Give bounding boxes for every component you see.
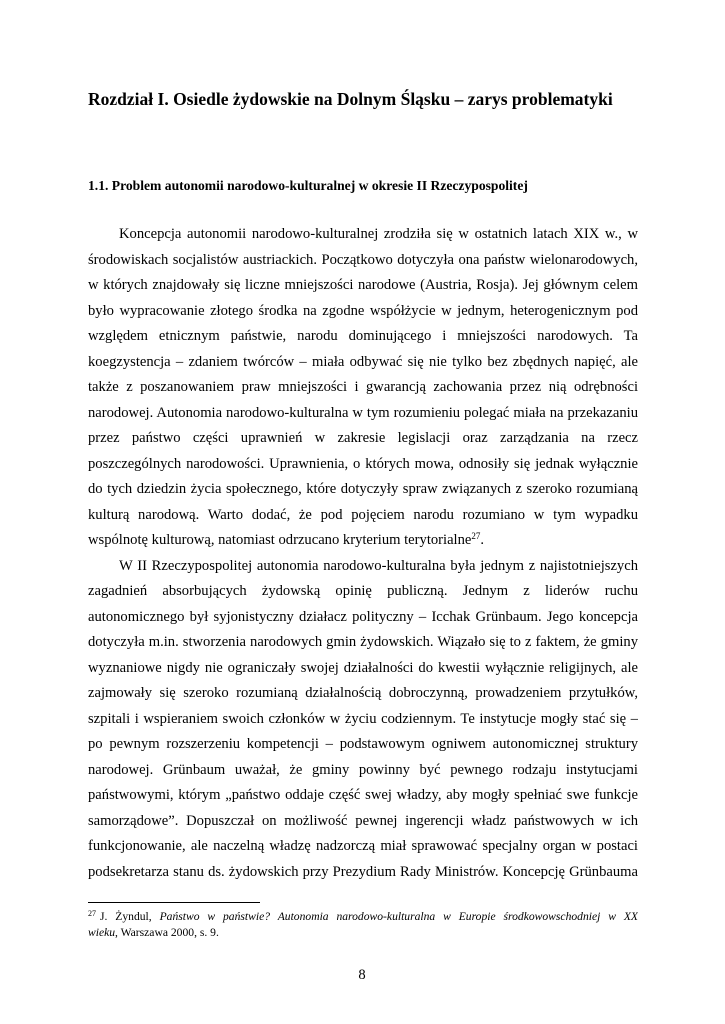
text-line: środowiskach socjalistów austriackich. Początkowo dotyczyła ona państw wielonarodowych, [88,251,638,268]
text-line: w których znajdowały się liczne mniejszości narodowe (Austria, Rosja). Jej głównym celem [88,277,638,293]
text-line: było wypracowanie złotego środka na zgodne współżycie w jednym, heterogenicznym pod [88,302,638,319]
text-line: także z poszanowaniem praw mniejszości i gwarancją zachowania przez nią odrębności [88,379,638,395]
text-line: kulturą narodową. Warto dodać, że pod pojęciem narodu rozumiano w tym wypadku [88,506,638,523]
section-title: 1.1. Problem autonomii narodowo-kulturalnej w okresie II Rzeczypospolitej [88,178,528,193]
text-line: W II Rzeczypospolitej autonomia narodowo-kulturalna była jednym z najistotniejszych [119,557,638,574]
footnote-title: Państwo w państwie? Autonomia narodowo-kulturalna w Europie środkowowschodniej w XX [159,910,638,923]
text-line: wspólnotę kulturową, natomiast odrzucano kryterium terytorialne [88,532,472,548]
text-line: przez państwo części uprawnień w zakresie legislacji oraz zarządzania na rzecz [88,430,638,446]
paragraph-1 [88,222,638,554]
text-line: narodowej. Autonomia narodowo-kulturalna w tym rozumieniu polegać miała na przekazaniu [88,404,638,421]
paragraph-2 [88,554,638,886]
sentence-end: . [480,532,485,548]
text-line: po pewnym rozszerzeniu kompetencji – podstawowym ogniwem autonomicznej struktury [88,736,638,752]
text-line: samorządowe”. Dopuszczał on możliwość pewnej ingerencji władz państwowych w ich [88,812,638,829]
text-line: wyznaniowe nigdy nie ograniczały swojej działalności do kwestii wyłącznie religijnych, ale [88,659,638,676]
text-line: dotyczyła m.in. stworzenia narodowych gmin żydowskich. Wiązało się to z faktem, że gminy [88,634,638,650]
footnote-author: J. Żyndul, [100,910,152,923]
text-line: względem etnicznym państwie, narodu dominującego i mniejszości narodowych. Ta [88,328,638,344]
footnote [88,909,638,941]
footnote-divider [88,902,260,903]
text-line-last [88,528,638,554]
text-line: szpitali i wspieraniem swoich członków w życiu codziennym. Te instytucje mogły stać się – [88,710,638,727]
footnote-line [88,909,638,925]
text-line: koegzystencja – zdaniem twórców – miała odbywać się nie tylko bez zbędnych napięć, ale [88,353,638,370]
body-text [88,222,638,885]
footnote-reference[interactable]: 27 [471,531,481,541]
text-line: funkcjonowanie, ale naczelną władzę nadzorczą miał sprawować specjalny organ w postaci [88,838,638,854]
footnote-publication: , Warszawa 2000, s. 9. [115,926,219,939]
text-line: poszczególnych narodowości. Uprawnienia, o których mowa, odnosiły się jednak wyłącznie [88,455,638,472]
chapter-title: Rozdział I. Osiedle żydowskie na Dolnym Śląsku – zarys problematyki [88,89,613,109]
text-line: zajmowały się szeroko rozumianą działalnością dobroczynną, prowadzeniem przytułków, [88,685,638,701]
text-line: narodowej. Grünbaum uważał, że gminy powinny być pewnego rodzaju instytucjami [88,761,638,778]
footnote-number: 27 [88,909,96,918]
footnote-title-continued: wieku [88,926,116,939]
text-line: Koncepcja autonomii narodowo-kulturalnej zrodziła się w ostatnich latach XIX w., w [119,226,638,242]
footnote-line [88,925,638,941]
text-line: podsekretarza stanu ds. żydowskich przy Prezydium Rady Ministrów. Koncepcję Grünbauma [88,863,638,880]
page-number: 8 [358,967,366,983]
text-line: autonomicznego był syjonistyczny działacz polityczny – Icchak Grünbaum. Jego koncepcja [88,608,638,625]
text-line: do tych dziedzin życia społecznego, które dotyczyły spraw związanych z szeroko rozumianą [88,481,638,497]
text-line: państwowymi, którym „państwo oddaje część swej władzy, aby mogły spełniać swe funkcje [88,787,638,803]
text-line: zagadnień absorbujących żydowską opinię publiczną. Jednym z liderów ruchu [88,583,638,599]
